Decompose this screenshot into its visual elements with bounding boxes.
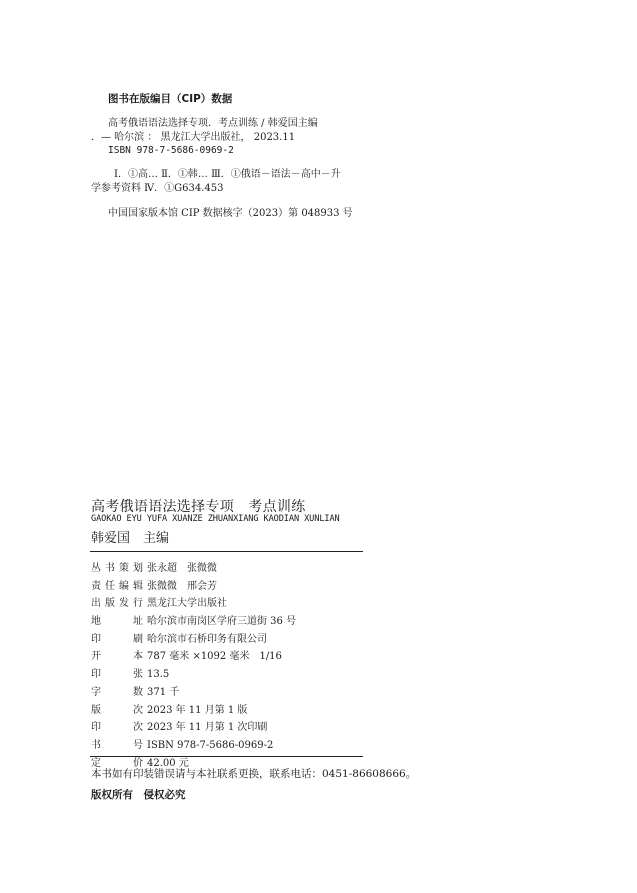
detail-row [91,631,296,649]
detail-row [91,595,296,613]
cip-record-number: 中国国家版本馆 CIP 数据核字（2023）第 048933 号 [108,208,353,219]
cip-publisher-line: ．— 哈尔滨 ： 黑龙江大学出版社， 2023.11 [91,132,296,143]
detail-label: 书 号 [91,739,143,751]
detail-label: 地 址 [91,616,143,628]
copyright-notice: 版权所有 侵权必究 [91,789,186,801]
detail-row [91,702,296,720]
detail-value: 哈尔滨市石桥印务有限公司 [147,633,267,645]
cip-subject-line: Ⅰ．①高… Ⅱ．①韩… Ⅲ．①俄语－语法－高中－升 [114,169,341,180]
book-author: 韩爱国 主编 [91,531,170,546]
replacement-notice: 本书如有印装错误请与本社联系更换，联系电话：0451-86608666。 [91,768,417,780]
detail-value: 371 千 [147,686,180,698]
cip-isbn-line: ISBN 978-7-5686-0969-2 [108,145,234,156]
detail-value: 黑龙江大学出版社 [147,598,227,610]
divider-top [90,551,363,552]
detail-value: 张永超 张微微 [147,563,217,574]
detail-label: 印 刷 [91,633,143,645]
cip-heading: 图书在版编目（CIP）数据 [108,93,233,105]
detail-value: 哈尔滨市南岗区学府三道街 36 号 [147,616,297,628]
detail-label: 丛书策划 [91,563,143,574]
detail-row [91,648,296,666]
detail-value: 张微微 邢会芳 [147,580,217,592]
detail-label: 责任编辑 [91,580,143,592]
detail-label: 开 本 [91,651,143,663]
detail-row [91,578,296,596]
detail-label: 印 张 [91,669,143,681]
detail-label: 定 价 [91,757,143,769]
detail-value: 2023 年 11 月第 1 版 [147,704,248,716]
detail-row [91,560,296,578]
divider-bottom [90,756,363,757]
detail-value: 42.00 元 [147,757,189,769]
publication-details [91,560,296,772]
book-title-pinyin: GAOKAO EYU YUFA XUANZE ZHUANXIANG KAODIAN XUNLIAN [91,514,340,524]
detail-label: 版 次 [91,704,143,716]
detail-label: 出版发行 [91,598,143,610]
detail-value: 2023 年 11 月第 1 次印刷 [147,722,268,734]
detail-value: 787 毫米 ×1092 毫米 1/16 [147,651,282,663]
cip-subject-line-continued: 学参考资料 Ⅳ．①G634.453 [91,183,224,194]
detail-row [91,613,296,631]
detail-row [91,666,296,684]
detail-label: 字 数 [91,686,143,698]
book-title: 高考俄语语法选择专项 考点训练 [91,499,306,515]
cip-title-line: 高考俄语语法选择专项．考点训练 / 韩爱国主编 [108,118,318,129]
detail-label: 印 次 [91,722,143,734]
detail-row [91,684,296,702]
detail-row [91,719,296,737]
detail-value: 13.5 [147,669,170,681]
detail-value: ISBN 978-7-5686-0969-2 [147,739,274,751]
detail-row [91,737,296,755]
